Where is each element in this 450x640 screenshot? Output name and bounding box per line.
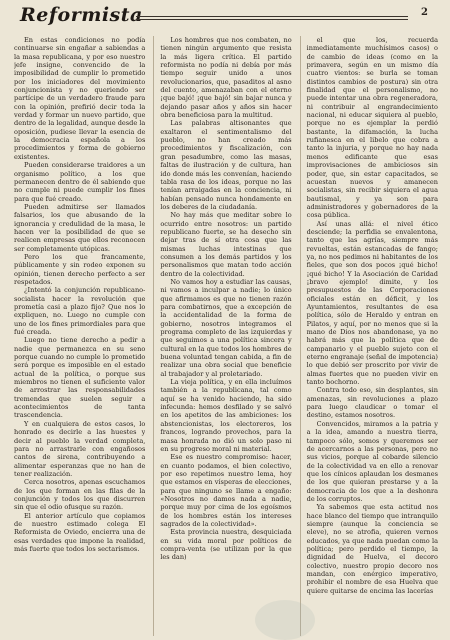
paragraph: En estas condiciones no podía continuarse sin engañar a sabiendas a la masa republicana, y por eso nuestro jefe insigne, convencido de la imposibilidad de cumplir lo prometido por los iniciadores del movimiento conjuncionista y no queriendo ser partícipe de un verdadero fraude para con la opinión, prefirió decir toda la verdad y formar un nuevo partido, que dentro de la legalidad, aunque desde la oposición, pudiese llevar la esencia de la democracia española a los procedimientos y forma de gobierno existentes. bbox=[14, 36, 146, 161]
paragraph: Esta provincia nuestra, desquiciada en su vida moral por políticos de compra-venta (se utilizan por la que les dan) bbox=[160, 528, 292, 562]
paragraph: Los hombres que nos combaten, no tienen ningún argumento que resista la más ligera crítica. El partido reformista no podía ni debía por más tiempo seguir unido a unos revolucionarios, que, pasaditos al asno del cuento, amenazaban con el eterno ¡que bajó! ¡que bajó! sin bajar nunca y dejando pasar años y años sin hacer obra beneficiosa para la multitud. bbox=[160, 36, 292, 120]
masthead bbox=[14, 4, 436, 32]
paragraph: Luego no tiene derecho a pedir a nadie que permanezca en su seno porque cuando no cumple lo prometido será porque es imposible en el estado actual de la política, o porque sus miembros no tienen el suficiente valor de arrostrar las responsabilidades tremendas que suelen seguir a acontecimientos de tanta trascendencia. bbox=[14, 336, 146, 420]
paragraph: Ya sabemos que esta actitud nos hace blanco del tiempo que intranquilo siempre (aunque la conciencia se eleve), no se atrofia, quieren vernos educados, ya que nada puedan como la política; pero perdido el tiempo, la dignidad de Huelva, el decoro colectivo, nuestro propio decoro nos mandan, con enérgico imperativo, prohibir el nombre de esa Huelva que quiere quitarse de encima las lacerías bbox=[306, 503, 438, 595]
paragraph: Pueden considerarse traidores a un organismo político, a los que permanecen dentro de él sabiendo que no cumple ni puede cumplir los fines para que fué creado. bbox=[14, 161, 146, 203]
paragraph: No hay más que meditar sobre lo ocurrido entre nosotros: un partido republicano fuerte, se ha desecho sin dejar tras de sí otra cosa que las mismas luchas intestinas que consumen a los demás partidos y los personalismos que matan todo acción dentro de la colectividad. bbox=[160, 211, 292, 278]
masthead-title: Reformista bbox=[20, 4, 143, 26]
article-columns bbox=[14, 36, 438, 636]
paragraph: Las palabras altisonantes que exaltaron el sentimentalismo del pueblo, no han creado más procedimientos y fiscalización, con gran pesadumbre, como las masas, faltas de ilustración y de cultura, han ido donde más les convenían, haciendo tabla rasa de los ideas, porque no las tenían arraigadas en la conciencia, ni habían pensado nunca hondamente en los deberes de la ciudadanía. bbox=[160, 119, 292, 211]
paragraph: No vamos hoy a estudiar las causas, ni vamos a inculpar a nadie; lo único que afirmamos es que no tienen razón para combatirnos, que a excepción de la accidentalidad de la forma de gobierno, nosotros integramos el programa completo de las izquierdas y que seguimos a una política sincera y cultural en la que todos los hombres de buena voluntad tengan cabida, a fin de realizar una obra social que beneficie al trabajador y al proletariado. bbox=[160, 277, 292, 378]
column-2 bbox=[153, 36, 291, 636]
paragraph: Convencidos, miramos a la patria y a la idea, amando a nuestra tierra, tampoco sólo, somos y queremos ser de acercarnos a las personas, pero no sus vicios, porque al cobarde silencio de la colectividad va en ello a renovar que los cínicos aplaudan los desmanes de los que quieran prestarse y a la democracia de los que a la deshonra de los corruptos. bbox=[306, 419, 438, 503]
page-number: 2 bbox=[421, 7, 428, 18]
paragraph: La vieja política, y en ella incluímos también a la republicana, tal como aquí se ha venido haciendo, ha sido infecunda: hemos desfilado y se salvó en los apetitos de las ambiciones: los abstencionistas, los electoreros, los francos, logrando provechos, para la masa honrada no dió un solo paso ni en su progreso moral ni material. bbox=[160, 378, 292, 453]
paragraph: Cerca nosotros, apenas escuchamos de los que forman en las filas de la conjunción y todos los que discurren sin que el odio ofusque su razón. bbox=[14, 478, 146, 512]
paragraph: Contra todo eso, sin desplantes, sin amenazas, sin revoluciones a plazo para luego claudicar o tomar el destino, estamos nosotros. bbox=[306, 386, 438, 420]
paper-stain bbox=[255, 600, 315, 640]
masthead-rule bbox=[136, 16, 408, 20]
paragraph: Y en cualquiera de estos casos, lo honrado es decirle a las huestes y decir al pueblo la verdad completa, para no arrastrarle con engañosos cantos de sirena, contribuyendo a alimentar esperanzas que no han de tener realización. bbox=[14, 419, 146, 478]
column-3 bbox=[300, 36, 438, 636]
paragraph: Pero los que francamente, públicamente y sin rodeo exponen su opinión, tienen derecho perfecto a ser respetados. bbox=[14, 252, 146, 286]
paragraph: el que los, recuerda inmediatamente muchísimos casos) o de cambio de ideas (como en la primavera, según en un mismo día cuatro vientos: se burla se toman distintos cambios de postura) sin otra finalidad que el personalismo, no puede intentar una obra regeneradora, ni contribuir al engrandecimiento nacional, ni educar siquiera al pueblo, porque no es ejemplar la perdió bastante, la difamación, la lucha rufianesca en el libelo que cobra a tanto la injuria, y porque no hay nada menos edificante que esas improvisaciones de ambiciosos sin poder, que, sin estar capacitados, se acuestan nuevos y amanecen socialistas, sin recibir siquiera el agua bautismal, y ya son para administradores y gobernadores de la cosa pública. bbox=[306, 36, 438, 220]
paragraph: Ese es nuestro compromiso: hacer, en cuanto podamos, el bien colectivo, por eso repetimos nuestro lema, hoy que estamos en vísperas de elecciones, para que ninguno se llame a engaño: «Nosotros no damos nada a nadie, porque muy por cima de los egoísmos de los hombres están los intereses sagrados de la colectividad». bbox=[160, 453, 292, 528]
paragraph: Así unas allá: el nivel ético desciende; la perfidia se envalentona, tanto que las agrías, siempre más revueltas, están estancadas de fango; ya, no nos pedimos ni habitantes de los fieles, que son dos pocos ¡qué bicho! ¡qué bicho! Y la Asociación de Caridad ¡bravo ejemplo! dimite, y los presupuestos de las Corporaciones oficiales están en déficit, y los Ayuntamientos, resultantes de esa política, sólo de Heraldo y entran en Pilatos, y aquí, por no menos que si la mano de Dios nos abandonase, ya no habrá más que la política que de campanario y el pueblo sujeto con el eterno engranaje (señal de impotencia) lo que debió ser proscrito por vivir de almas fuertes que no pueden vivir en tanto bochorno. bbox=[306, 219, 438, 387]
column-1 bbox=[14, 36, 145, 636]
paragraph: Pueden admitirse ser llamados falsarios, los que abusando de la ignorancia y credulidad de la masa, le hacen ver la posibilidad de que se realicen empresas que ellos reconocen ser completamente utópicas. bbox=[14, 202, 146, 253]
paragraph: ¿Intentó la conjunción republicano-socialista hacer la revolución que prometía casi a plazo fijo? Que nos lo expliquen, no. Luego no cumple con uno de los fines primordiales para que fué creada. bbox=[14, 286, 146, 337]
paragraph: El anterior artículo que copiamos de nuestro estimado colega El Reformista de Oviedo, encierra una de esas verdades que impone la realidad, más fuerte que todos los sectarismos. bbox=[14, 511, 146, 553]
